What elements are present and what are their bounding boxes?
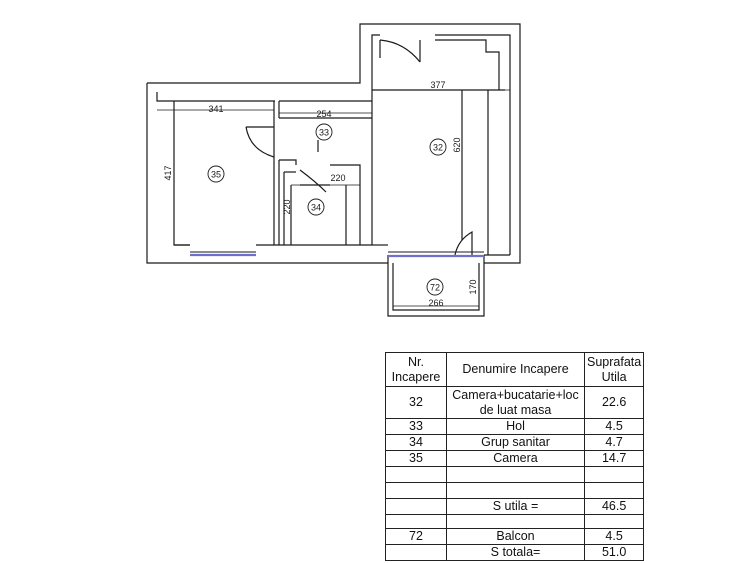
row-area: 14.7 <box>585 451 644 467</box>
door-room-35 <box>246 127 274 157</box>
table-empty-row <box>386 483 644 499</box>
row-name <box>447 387 585 419</box>
table-empty-row <box>386 467 644 483</box>
empty-cell <box>386 483 447 499</box>
room-label-35 <box>208 166 224 182</box>
empty-cell <box>386 467 447 483</box>
dim-377: 377 <box>430 80 446 90</box>
dim-220-vertical: 220 <box>282 199 292 215</box>
row-name: Camera <box>447 451 585 467</box>
balcony-row <box>386 529 644 545</box>
room-label-32-text: 32 <box>432 142 444 153</box>
s-utila-row <box>386 499 644 515</box>
dim-254: 254 <box>316 109 332 119</box>
row-area: 4.5 <box>585 419 644 435</box>
door-bath <box>300 170 330 192</box>
empty-cell <box>386 499 447 515</box>
dim-170: 170 <box>468 279 478 295</box>
balcony-name: Balcon <box>447 529 585 545</box>
empty-cell <box>447 483 585 499</box>
s-totala-label: S totala= <box>447 545 585 561</box>
s-utila-value: 46.5 <box>585 499 644 515</box>
table-row <box>386 419 644 435</box>
s-utila-label: S utila = <box>447 499 585 515</box>
dim-620: 620 <box>452 137 462 153</box>
room-label-34-text: 34 <box>310 202 322 213</box>
s-totala-value: 51.0 <box>585 545 644 561</box>
empty-cell <box>585 483 644 499</box>
table-row <box>386 387 644 419</box>
outer-wall <box>147 24 520 263</box>
header-area <box>585 353 644 387</box>
room-label-32 <box>430 139 446 155</box>
header-nr-line2: Incapere <box>391 369 441 384</box>
row-nr: 33 <box>386 419 447 435</box>
room-area-table <box>385 352 644 561</box>
room-35-wall <box>174 101 190 245</box>
header-nr <box>386 353 447 387</box>
dim-220-horizontal: 220 <box>330 173 346 183</box>
row-name: Hol <box>447 419 585 435</box>
table-row <box>386 435 644 451</box>
row-area: 4.7 <box>585 435 644 451</box>
header-nr-line1: Nr. <box>408 354 424 369</box>
dim-417: 417 <box>163 165 173 181</box>
door-entrance <box>380 40 420 62</box>
row-nr: 35 <box>386 451 447 467</box>
empty-cell <box>447 515 585 529</box>
s-totala-row <box>386 545 644 561</box>
room-label-34 <box>308 199 324 215</box>
balcony-nr: 72 <box>386 529 447 545</box>
room-label-72-text: 72 <box>429 282 441 293</box>
room-label-33 <box>316 124 332 140</box>
row-area: 22.6 <box>585 387 644 419</box>
row-nr: 32 <box>386 387 447 419</box>
table-empty-row <box>386 515 644 529</box>
dim-266: 266 <box>428 298 444 308</box>
inner-wall-top-left <box>157 92 275 101</box>
row-name-line1: Camera+bucatarie+loc <box>452 387 579 402</box>
empty-cell <box>585 467 644 483</box>
room-label-33-text: 33 <box>318 127 330 138</box>
header-area-line1: Suprafata <box>587 354 642 369</box>
room-label-35-text: 35 <box>210 169 222 180</box>
empty-cell <box>447 467 585 483</box>
row-nr: 34 <box>386 435 447 451</box>
empty-cell <box>386 545 447 561</box>
room-34-wall <box>279 160 296 165</box>
row-name: Grup sanitar <box>447 435 585 451</box>
table-row <box>386 451 644 467</box>
row-name-line2: de luat masa <box>479 402 552 417</box>
header-name: Denumire Incapere <box>447 353 585 387</box>
dim-341: 341 <box>208 104 224 114</box>
header-area-line2: Utila <box>601 369 627 384</box>
balcony-area: 4.5 <box>585 529 644 545</box>
inner-wall-top <box>372 35 380 90</box>
empty-cell <box>585 515 644 529</box>
room-label-72 <box>427 279 443 295</box>
empty-cell <box>386 515 447 529</box>
table-header-row <box>386 353 644 387</box>
